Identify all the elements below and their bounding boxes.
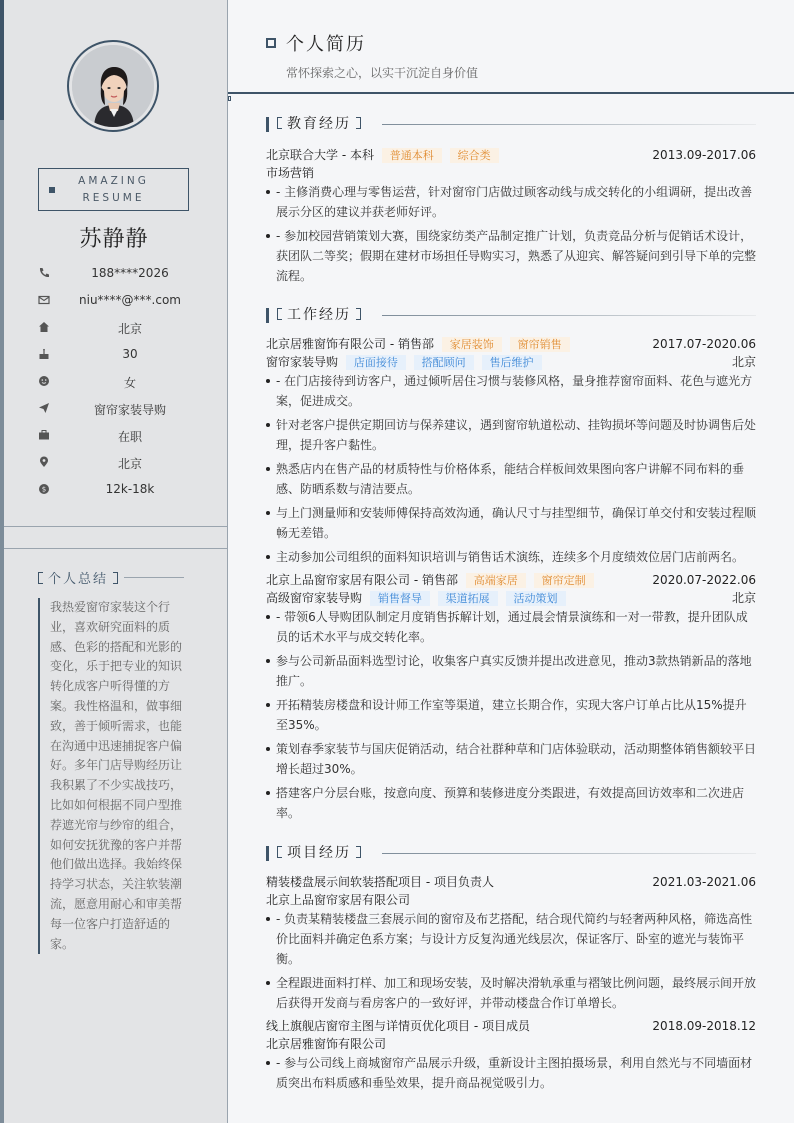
location-pin-icon	[38, 456, 50, 468]
education-date: 2013.09-2017.06	[652, 148, 756, 162]
project-bullets	[266, 1053, 756, 1093]
job-company-row	[266, 335, 756, 353]
target-job-text: 窗帘家装导购	[93, 403, 166, 417]
job-bullets	[266, 371, 756, 567]
job-city: 北京	[731, 355, 756, 369]
education-major: 市场营销	[266, 166, 315, 180]
mail-icon	[38, 294, 50, 306]
project-name: 线上旗舰店窗帘主图与详情页优化项目 - 项目成员	[266, 1019, 530, 1033]
salary-text: 12k-18k	[105, 482, 155, 496]
skill-tag: 活动策划	[506, 591, 566, 606]
badge-square-icon	[49, 187, 55, 193]
list-item: 与上门测量师和安装师傅保持高效沟通，确认尺寸与挂型细节，确保订单交付和安装过程顺畅无差错。	[266, 503, 756, 543]
industry-tag: 窗帘定制	[534, 573, 594, 588]
list-item: 策划春季家装节与国庆促销活动，结合社群种草和门店体验联动，活动期整体销售额较平日增长超过30%。	[266, 739, 756, 779]
summary-heading-text: 个人总结	[48, 572, 109, 587]
list-item: - 负责某精装楼盘三套展示间的窗帘及布艺搭配，结合现代简约与轻奢两种风格，筛选高性价比面料并确定色系方案；与设计方反复沟通光线层次，保证客厅、卧室的遮光与装饰平衡。	[266, 909, 756, 969]
page-title: 个人简历	[286, 34, 366, 55]
list-item: 主动参加公司组织的面料知识培训与销售话术演练，连续多个月度绩效位居门店前两名。	[266, 547, 756, 567]
section-projects-heading	[266, 843, 756, 863]
project-name-row	[266, 873, 756, 891]
badge-line-2: RESUME	[82, 192, 145, 204]
project-name: 精装楼盘展示间软装搭配项目 - 项目负责人	[266, 875, 494, 889]
skill-tag: 售后维护	[482, 355, 542, 370]
summary-heading-rule	[124, 577, 184, 578]
list-item: - 参与公司线上商城窗帘产品展示升级，重新设计主图拍摄场景，利用自然光与不同墙面材质突出布料质感和垂坠效果，提升商品视觉吸引力。	[266, 1053, 756, 1093]
list-item: - 主修消费心理与零售运营，针对窗帘门店做过顾客动线与成交转化的小组调研，提出改善展示分区的建议并获老师好评。	[266, 182, 756, 222]
education-tag: 普通本科	[382, 148, 442, 163]
industry-tag: 窗帘销售	[510, 337, 570, 352]
project-org: 北京上品窗帘家居有限公司	[266, 893, 411, 907]
info-gender	[38, 373, 208, 400]
avatar	[72, 45, 154, 127]
page-subtitle: 常怀探索之心，以实干沉淀自身价值	[286, 66, 479, 80]
project-org: 北京居雅窗饰有限公司	[266, 1037, 387, 1051]
home-icon	[38, 321, 50, 333]
job-role-row	[266, 589, 756, 607]
info-target-city	[38, 454, 208, 481]
info-home	[38, 319, 208, 346]
project-date: 2018.09-2018.12	[652, 1019, 756, 1033]
info-target-job	[38, 400, 208, 427]
section-title: 项目经历	[287, 845, 351, 861]
job-role: 窗帘家装导购	[266, 355, 339, 369]
info-email	[38, 292, 208, 319]
candidate-name: 苏静静	[79, 227, 149, 252]
money-icon	[38, 483, 50, 495]
list-item: - 参加校园营销策划大赛，围绕家纺类产品制定推广计划，负责竞品分析与促销话术设计，获团队二等奖；假期在建材市场担任导购实习，熟悉了从迎宾、解答疑问到引导下单的完整流程。	[266, 226, 756, 286]
section-title: 工作经历	[287, 307, 351, 323]
list-item: - 在门店接待到访客户，通过倾听居住习惯与装修风格，量身推荐窗帘面料、花色与遮光方案，促进成交。	[266, 371, 756, 411]
sidebar-edge-stripe	[0, 0, 4, 1123]
skill-tag: 销售督导	[370, 591, 430, 606]
job-date: 2020.07-2022.06	[652, 573, 756, 587]
education-school-row	[266, 146, 756, 164]
industry-tag: 高端家居	[466, 573, 526, 588]
list-item: - 带领6人导购团队制定月度销售拆解计划，通过晨会情景演练和一对一带教，提升团队成员的话术水平与成交转化率。	[266, 607, 756, 647]
list-item: 全程跟进面料打样、加工和现场安装，及时解决滑轨承重与褶皱比例问题，最终展示间开放后获得开发商与看房客户的一致好评，并带动楼盘合作订单增长。	[266, 973, 756, 1013]
job-role: 高级窗帘家装导购	[266, 591, 363, 605]
avatar-frame	[67, 40, 159, 132]
section-title: 教育经历	[287, 116, 351, 132]
job-city: 北京	[731, 591, 756, 605]
phone-text: 188****2026	[91, 266, 169, 280]
summary-heading	[38, 568, 118, 587]
sidebar	[0, 0, 228, 1123]
job-role-row	[266, 353, 756, 371]
school-name: 北京联合大学 - 本科	[266, 148, 374, 162]
phone-icon	[38, 267, 50, 279]
age-text: 30	[122, 347, 138, 361]
project-date: 2021.03-2021.06	[652, 875, 756, 889]
education-bullets	[266, 182, 756, 286]
list-item: 开拓精装房楼盘和设计师工作室等渠道，建立长期合作，实现大客户订单占比从15%提升至35%。	[266, 695, 756, 735]
title-square-icon	[266, 38, 276, 48]
company-name: 北京上品窗帘家居有限公司 - 销售部	[266, 573, 458, 587]
section-education-heading	[266, 114, 756, 134]
status-text: 在职	[117, 430, 142, 444]
sidebar-divider	[4, 548, 228, 549]
contact-info-list	[38, 265, 208, 508]
skill-tag: 搭配顾问	[414, 355, 474, 370]
info-salary	[38, 481, 208, 508]
job-bullets	[266, 607, 756, 823]
svg-text:$: $	[41, 485, 47, 494]
info-age	[38, 346, 208, 373]
company-name: 北京居雅窗饰有限公司 - 销售部	[266, 337, 434, 351]
list-item: 参与公司新品面料选型讨论，收集客户真实反馈并提出改进意见，推动3款热销新品的落地推广。	[266, 651, 756, 691]
amazing-resume-badge	[38, 168, 189, 211]
list-item: 熟悉店内在售产品的材质特性与价格体系，能结合样板间效果图向客户讲解不同布料的垂感、防晒系数与清洁要点。	[266, 459, 756, 499]
email-text: niu****@***.com	[79, 293, 181, 307]
header-marker	[228, 96, 231, 101]
gender-text: 女	[123, 376, 136, 390]
badge-line-1: AMAZING	[78, 175, 149, 187]
send-icon	[38, 402, 50, 414]
skill-tag: 渠道拓展	[438, 591, 498, 606]
header-rule	[228, 92, 794, 94]
project-bullets	[266, 909, 756, 1013]
education-tag: 综合类	[450, 148, 499, 163]
info-phone	[38, 265, 208, 292]
cake-icon	[38, 348, 50, 360]
info-status	[38, 427, 208, 454]
project-name-row	[266, 1017, 756, 1035]
section-work-heading	[266, 305, 756, 325]
home-text: 北京	[117, 322, 142, 336]
summary-text: 我热爱窗帘家装这个行业，喜欢研究面料的质感、色彩的搭配和光影的变化，乐于把专业的知识转化成客户听得懂的方案。我性格温和，做事细致，善于倾听需求，也能在沟通中迅速捕捉客户偏好。多年门店导购经历让我积累了不少实战技巧，比如如何根据不同户型推荐遮光帘与纱帘的组合，如何安抚犹豫的客户并帮他们做出选择。我始终保持学习状态，关注软装潮流，愿意用耐心和审美帮每一位客户打造舒适的家。	[38, 598, 186, 954]
list-item: 针对老客户提供定期回访与保养建议，遇到窗帘轨道松动、挂钩损坏等问题及时协调售后处理，提升客户黏性。	[266, 415, 756, 455]
face-icon	[38, 375, 50, 387]
job-company-row	[266, 571, 756, 589]
main-content	[266, 114, 756, 1097]
skill-tag: 店面接待	[346, 355, 406, 370]
list-item: 搭建客户分层台账，按意向度、预算和装修进度分类跟进，有效提高回访效率和二次进店率。	[266, 783, 756, 823]
target-city-text: 北京	[117, 457, 142, 471]
job-date: 2017.07-2020.06	[652, 337, 756, 351]
briefcase-icon	[38, 429, 50, 441]
sidebar-divider	[4, 526, 228, 527]
industry-tag: 家居装饰	[442, 337, 502, 352]
